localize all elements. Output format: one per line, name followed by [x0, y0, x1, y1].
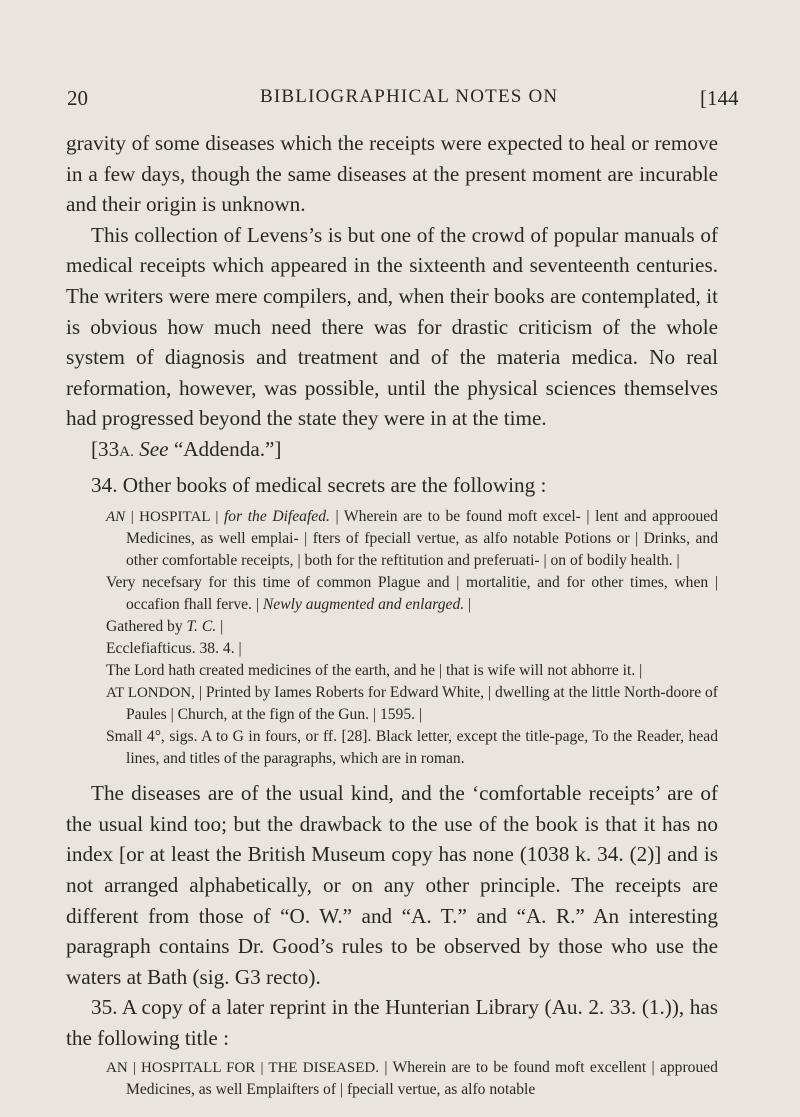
citation-line-1 — [106, 506, 718, 572]
citation-gathered-by: Gathered by — [106, 618, 183, 636]
citation-line-6 — [106, 682, 718, 726]
citation-reprint-line — [106, 1057, 718, 1101]
citation-reprint-text — [66, 1057, 718, 1101]
addenda-suffix: A. — [119, 443, 134, 460]
citation-hospital: | HOSPITAL | — [130, 509, 219, 526]
citation-hospitall-reprint — [66, 1057, 718, 1101]
citation-imprint: | Printed by Iames Roberts for Edward White, | dwelling at the little North-doore of Paules | Church, at the fign of the Gun. | 1595. | — [126, 684, 719, 724]
paragraph-35: 35. A copy of a later reprint in the Hunterian Library (Au. 2. 33. (1.)), has the following title : — [66, 995, 718, 1050]
citation-separator-2: | — [220, 618, 224, 636]
running-head — [0, 86, 800, 116]
citation-line-5: The Lord hath created medicines of the earth, and he | that is wife will not abhorre it. | — [106, 662, 643, 680]
citation-title-italic: for the Difeafed. — [223, 508, 330, 526]
citation-reprint-rest: | Wherein are to be found moft excellent | approued Medicines, as well Emplaifters of | fpeciall vertue, as alfo notable — [126, 1059, 718, 1099]
body-text — [66, 128, 718, 1101]
paragraph-levens-collection: This collection of Levens’s is but one of the crowd of popular manuals of medical receipts which appeared in the sixteenth and seventeenth centuries. The writers were mere compilers, and, when their books are contemplated, it is obvious how much need there was for drastic criticism of the whole system of diagnosis and treatment and of the materia medica. No real reformation, however, was possible, until the physical sciences themselves had progressed beyond the state they were in at the time. — [66, 222, 718, 431]
addenda-number: [33 — [91, 436, 120, 461]
citation-line-3 — [106, 616, 718, 638]
citation-at-london: AT LONDON, — [106, 685, 195, 702]
paragraph-diseases: The diseases are of the usual kind, and the ‘comfortable receipts’ are of the usual kind too; but the drawback to the use of the book is that it has no index [or at least the British Museum copy has none (1038 k. 34. (2)] and is not arranged alphabetically, or on any other principle. The receipts are different from those of “O. W.” and “A. T.” and “A. R.” An interesting paragraph contains Dr. Good’s rules to be observed by those who use the waters at Bath (sig. G3 recto). — [66, 781, 718, 989]
citation-line1-rest: | Wherein are to be found moft excel- | lent and approoued Medicines, as well emplai- | fters of fpeciall vertue, as alfo notable Potions or | Drinks, and other comfortable receipts, | both for the reftitution and preferuati- | on of bodily health. | — [126, 508, 718, 570]
running-title: BIBLIOGRAPHICAL NOTES ON — [260, 86, 559, 107]
citation-an: AN — [106, 509, 126, 526]
section-reference: [144 — [700, 86, 739, 110]
citation-newly-augmented: Newly augmented and enlarged. — [262, 596, 465, 614]
citation-line-4: Ecclefiafticus. 38. 4. | — [106, 640, 242, 658]
paragraph-34: 34. Other books of medical secrets are the following : — [91, 472, 547, 497]
paragraph-addenda — [66, 434, 718, 468]
citation-title-line — [66, 506, 718, 770]
citation-plague-text: Very necefsary for this time of common Plague and | mortalitie, and for other times, when | occafion fhall ferve. | — [106, 574, 718, 614]
citation-author-initials: T. C. — [186, 618, 217, 636]
addenda-label: “Addenda.”] — [173, 436, 282, 461]
addenda-see: See — [139, 436, 169, 461]
citation-hospital-1595 — [66, 506, 718, 770]
citation-separator: | — [468, 596, 472, 614]
citation-line-2 — [106, 572, 718, 616]
page-number: 20 — [67, 86, 88, 110]
citation-collation: Small 4°, sigs. A to G in fours, or ff. [28]. Black letter, except the title-page, To the Reader, head lines, and titles of the paragraphs, which are in roman. — [106, 728, 718, 768]
paragraph-continuation: gravity of some diseases which the receipts were expected to heal or remove in a few days, though the same diseases at the present moment are incurable and their origin is unknown. — [66, 131, 718, 217]
citation-reprint-title: AN | HOSPITALL FOR | THE DISEASED. — [106, 1060, 379, 1077]
